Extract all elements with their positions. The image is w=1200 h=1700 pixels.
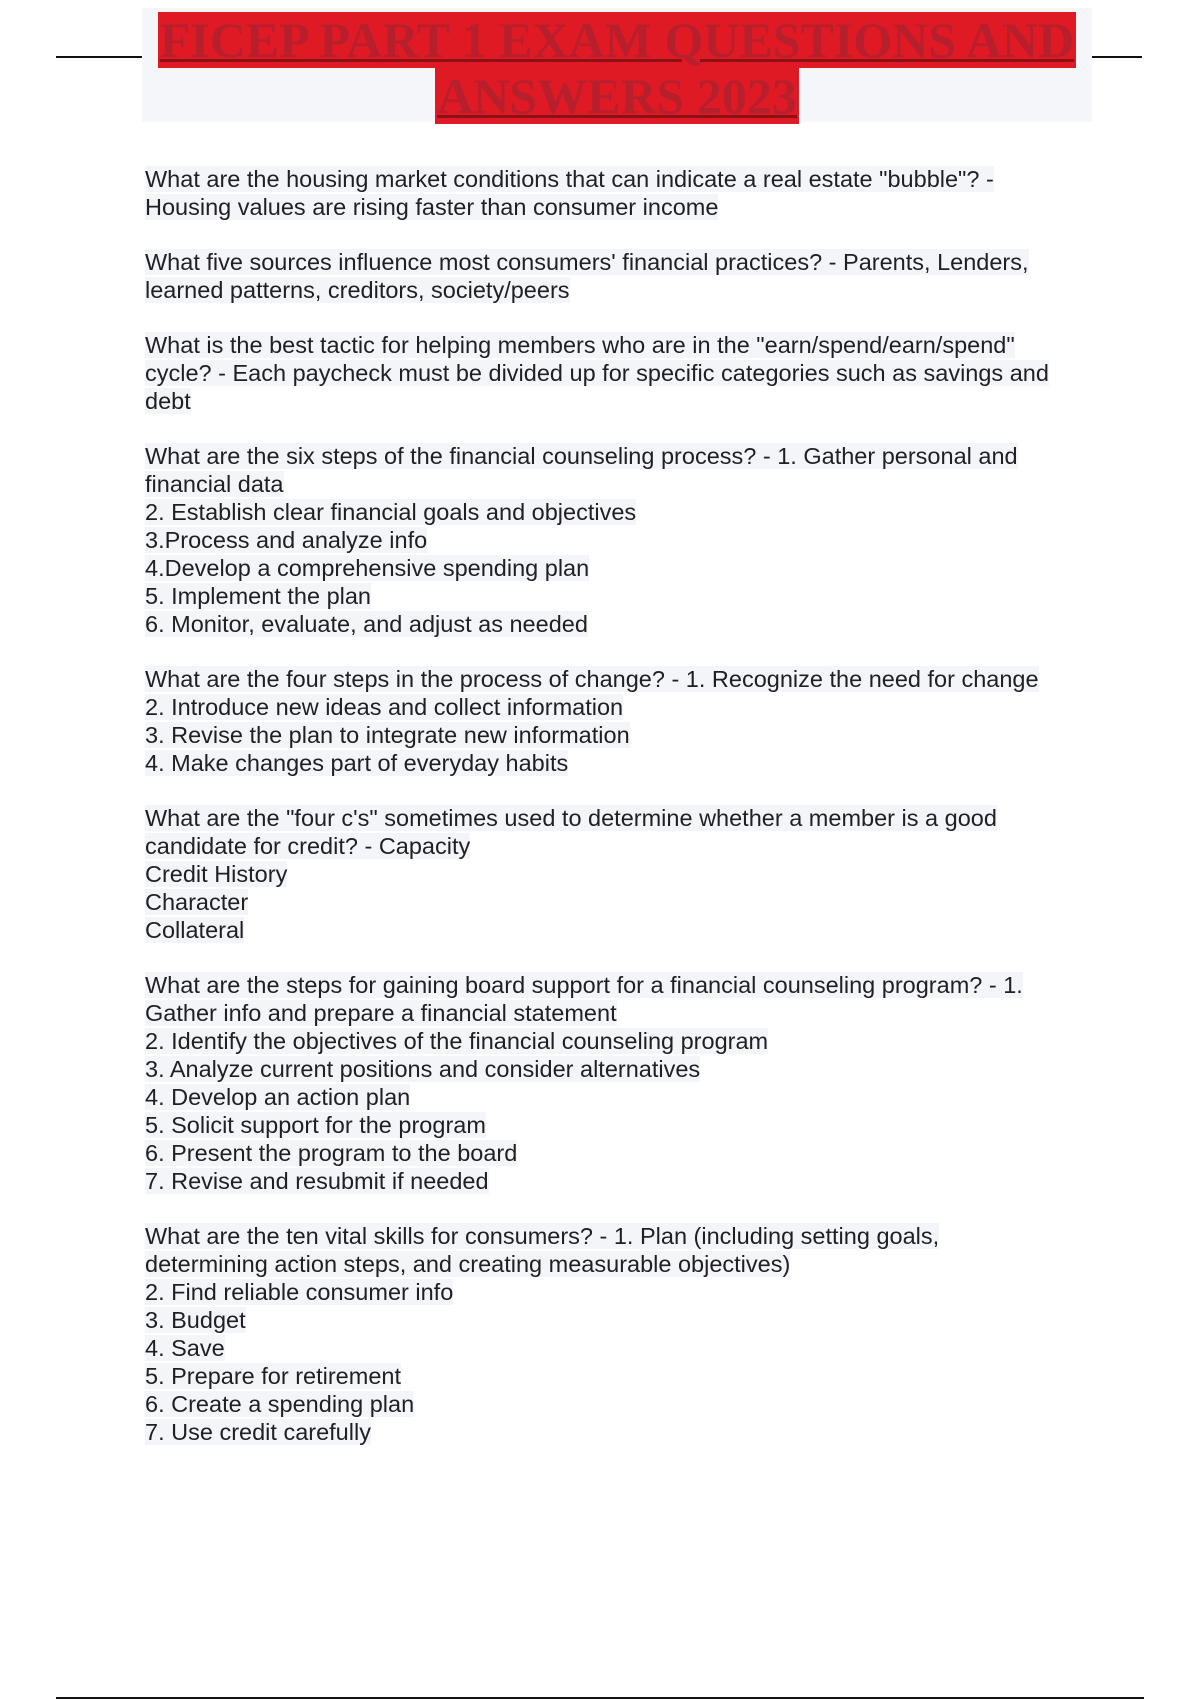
qa-text: What are the ten vital skills for consumers? - 1. Plan (including setting goals, determining action steps, and creating measurable objectives) 2. Find reliable consumer info 3. Budget 4. Save 5. Prepare for retirement 6. Create a spending plan 7. Use credit carefully [145,1223,940,1445]
qa-text: What five sources influence most consumers' financial practices? - Parents, Lenders, learned patterns, creditors, society/peers [145,249,1029,303]
qa-item-4 [145,442,1090,638]
qa-text: What are the housing market conditions that can indicate a real estate "bubble"? - Housing values are rising faster than consumer income [145,166,994,220]
qa-text: What are the steps for gaining board support for a financial counseling program? - 1. Gather info and prepare a financial statement 2. Identify the objectives of the financial counseling program 3. Analyze current positions and consider alternatives 4. Develop an action plan 5. Solicit support for the program 6. Present the program to the board 7. Revise and resubmit if needed [145,972,1023,1194]
qa-text: What are the six steps of the financial counseling process? - 1. Gather personal and financial data 2. Establish clear financial goals and objectives 3.Process and analyze info 4.Develop a comprehensive spending plan 5. Implement the plan 6. Monitor, evaluate, and adjust as needed [145,443,1018,637]
qa-item-7 [145,971,1090,1195]
footer-rule [56,1697,1144,1699]
document-title [142,12,1092,124]
qa-item-5 [145,665,1090,777]
header-rule-right [1092,56,1142,58]
qa-item-1 [145,165,1090,221]
header-rule-left [56,56,142,58]
qa-item-2 [145,248,1090,304]
qa-item-8 [145,1222,1090,1446]
document-header [142,8,1092,122]
qa-text: What is the best tactic for helping members who are in the "earn/spend/earn/spend" cycle? - Each paycheck must be divided up for specific categories such as savings and debt [145,332,1049,414]
qa-item-3 [145,331,1090,415]
qa-text: What are the "four c's" sometimes used to determine whether a member is a good candidate for credit? - Capacity Credit History Character Collateral [145,805,997,943]
qa-item-6 [145,804,1090,944]
qa-text: What are the four steps in the process of change? - 1. Recognize the need for change 2. Introduce new ideas and collect information 3. Revise the plan to integrate new information 4. Make changes part of everyday habits [145,666,1039,776]
document-body [145,165,1090,1473]
document-title-text: FICEP PART 1 EXAM QUESTIONS AND ANSWERS 2023 [159,12,1075,124]
